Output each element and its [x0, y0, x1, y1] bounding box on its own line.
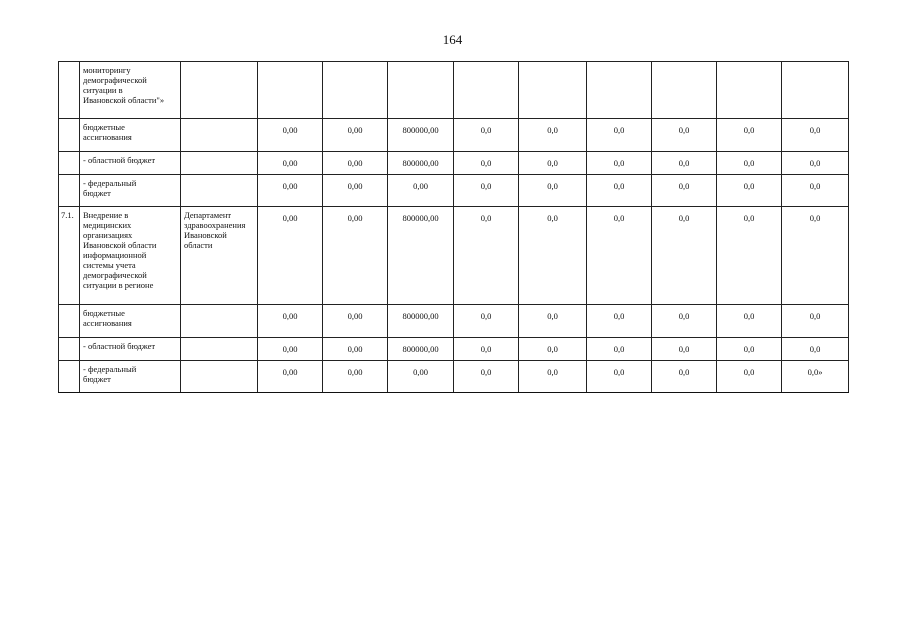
value-cell: 0,00: [323, 305, 388, 338]
value-cell: [454, 62, 519, 119]
row-name-line: ситуации в регионе: [83, 280, 154, 290]
page-number: 164: [442, 32, 463, 47]
row-name-line: мониторингу: [83, 65, 131, 75]
table-row: [59, 361, 849, 393]
row-executor: [181, 207, 258, 305]
value-cell: 0,00: [388, 175, 454, 207]
value-cell: 0,0: [587, 338, 652, 361]
row-number: [59, 119, 80, 152]
row-executor-line: здравоохранения: [184, 220, 246, 230]
value-cell: 0,0: [717, 305, 782, 338]
row-executor: [181, 338, 258, 361]
row-number: [59, 62, 80, 119]
value-cell: 0,0: [782, 305, 849, 338]
row-name: [80, 207, 181, 305]
value-cell: 0,00: [258, 207, 323, 305]
row-name: [80, 152, 181, 175]
value-cell: 0,0: [587, 152, 652, 175]
table-row: [59, 119, 849, 152]
value-cell: 0,0: [587, 305, 652, 338]
row-executor: [181, 175, 258, 207]
value-cell: 0,0: [717, 207, 782, 305]
value-cell: 0,0: [454, 119, 519, 152]
value-cell: 0,00: [258, 152, 323, 175]
value-cell: 0,0: [454, 207, 519, 305]
row-number: [59, 175, 80, 207]
table-row: [59, 175, 849, 207]
row-number: [59, 338, 80, 361]
value-cell: 0,0: [652, 361, 717, 393]
row-name-line: ассигнования: [83, 318, 132, 328]
row-name-line: ассигнования: [83, 132, 132, 142]
value-cell: [323, 62, 388, 119]
value-cell: 0,0: [717, 119, 782, 152]
value-cell: 0,0»: [782, 361, 849, 393]
value-cell: 0,0: [587, 119, 652, 152]
value-cell: 0,00: [258, 361, 323, 393]
value-cell: 0,0: [587, 361, 652, 393]
budget-table: [58, 61, 849, 393]
row-name-line: бюджетные: [83, 308, 125, 318]
row-executor-line: Департамент: [184, 210, 232, 220]
row-executor-line: области: [184, 240, 213, 250]
value-cell: 0,0: [454, 305, 519, 338]
row-name-line: - областной бюджет: [83, 155, 156, 165]
row-name-line: системы учета: [83, 260, 136, 270]
table-body: [59, 62, 849, 393]
value-cell: 0,0: [454, 152, 519, 175]
value-cell: 0,00: [323, 119, 388, 152]
table-row: [59, 305, 849, 338]
value-cell: 0,0: [652, 338, 717, 361]
value-cell: 0,00: [258, 119, 323, 152]
value-cell: 800000,00: [388, 119, 454, 152]
value-cell: 0,00: [323, 338, 388, 361]
value-cell: 0,0: [587, 207, 652, 305]
value-cell: 0,0: [519, 152, 587, 175]
value-cell: 800000,00: [388, 338, 454, 361]
row-name-line: демографической: [83, 270, 147, 280]
row-number: [59, 152, 80, 175]
value-cell: 0,0: [782, 338, 849, 361]
value-cell: [519, 62, 587, 119]
row-name-line: медицинских: [83, 220, 132, 230]
row-name-line: - областной бюджет: [83, 341, 156, 351]
value-cell: 0,0: [717, 152, 782, 175]
row-number: [59, 305, 80, 338]
table-row: [59, 62, 849, 119]
row-name-line: Внедрение в: [83, 210, 129, 220]
value-cell: 0,0: [519, 207, 587, 305]
row-executor: [181, 152, 258, 175]
row-executor: [181, 361, 258, 393]
value-cell: 0,0: [652, 152, 717, 175]
value-cell: 0,0: [454, 338, 519, 361]
value-cell: 0,0: [454, 175, 519, 207]
value-cell: 0,00: [258, 305, 323, 338]
value-cell: 0,0: [519, 305, 587, 338]
row-name-line: - федеральный: [83, 178, 137, 188]
value-cell: 0,0: [782, 175, 849, 207]
row-name: [80, 62, 181, 119]
value-cell: 0,0: [717, 175, 782, 207]
value-cell: [717, 62, 782, 119]
table-row: [59, 152, 849, 175]
value-cell: 0,0: [652, 119, 717, 152]
value-cell: 0,0: [717, 338, 782, 361]
value-cell: 0,00: [258, 338, 323, 361]
value-cell: 800000,00: [388, 305, 454, 338]
value-cell: [652, 62, 717, 119]
row-name: [80, 338, 181, 361]
value-cell: [388, 62, 454, 119]
row-name-line: информационной: [83, 250, 147, 260]
row-name-line: Ивановской области: [83, 240, 157, 250]
value-cell: [258, 62, 323, 119]
row-name: [80, 119, 181, 152]
value-cell: 0,0: [454, 361, 519, 393]
value-cell: 800000,00: [388, 152, 454, 175]
value-cell: [587, 62, 652, 119]
row-executor: [181, 62, 258, 119]
value-cell: 0,0: [652, 305, 717, 338]
value-cell: 800000,00: [388, 207, 454, 305]
value-cell: 0,0: [519, 338, 587, 361]
value-cell: 0,00: [388, 361, 454, 393]
value-cell: 0,00: [323, 361, 388, 393]
row-executor: [181, 305, 258, 338]
value-cell: 0,00: [323, 207, 388, 305]
row-executor: [181, 119, 258, 152]
value-cell: 0,0: [652, 207, 717, 305]
value-cell: 0,00: [258, 175, 323, 207]
row-number: [59, 361, 80, 393]
row-name-line: - федеральный: [83, 364, 137, 374]
value-cell: 0,00: [323, 175, 388, 207]
value-cell: [782, 62, 849, 119]
value-cell: 0,0: [717, 361, 782, 393]
row-name-line: Ивановской области"»: [83, 95, 165, 105]
row-name-line: бюджетные: [83, 122, 125, 132]
value-cell: 0,0: [782, 152, 849, 175]
row-executor-line: Ивановской: [184, 230, 227, 240]
row-name-line: ситуации в: [83, 85, 123, 95]
row-name-line: демографической: [83, 75, 147, 85]
row-name: [80, 175, 181, 207]
value-cell: 0,0: [782, 207, 849, 305]
value-cell: 0,0: [519, 361, 587, 393]
table-row: [59, 338, 849, 361]
row-name: [80, 305, 181, 338]
row-name-line: бюджет: [83, 374, 111, 384]
row-name-line: бюджет: [83, 188, 111, 198]
value-cell: 0,0: [652, 175, 717, 207]
row-name: [80, 361, 181, 393]
table-row: [59, 207, 849, 305]
value-cell: 0,0: [587, 175, 652, 207]
row-name-line: организациях: [83, 230, 133, 240]
value-cell: 0,0: [782, 119, 849, 152]
value-cell: 0,00: [323, 152, 388, 175]
value-cell: 0,0: [519, 119, 587, 152]
row-number: 7.1.: [59, 207, 80, 305]
value-cell: 0,0: [519, 175, 587, 207]
